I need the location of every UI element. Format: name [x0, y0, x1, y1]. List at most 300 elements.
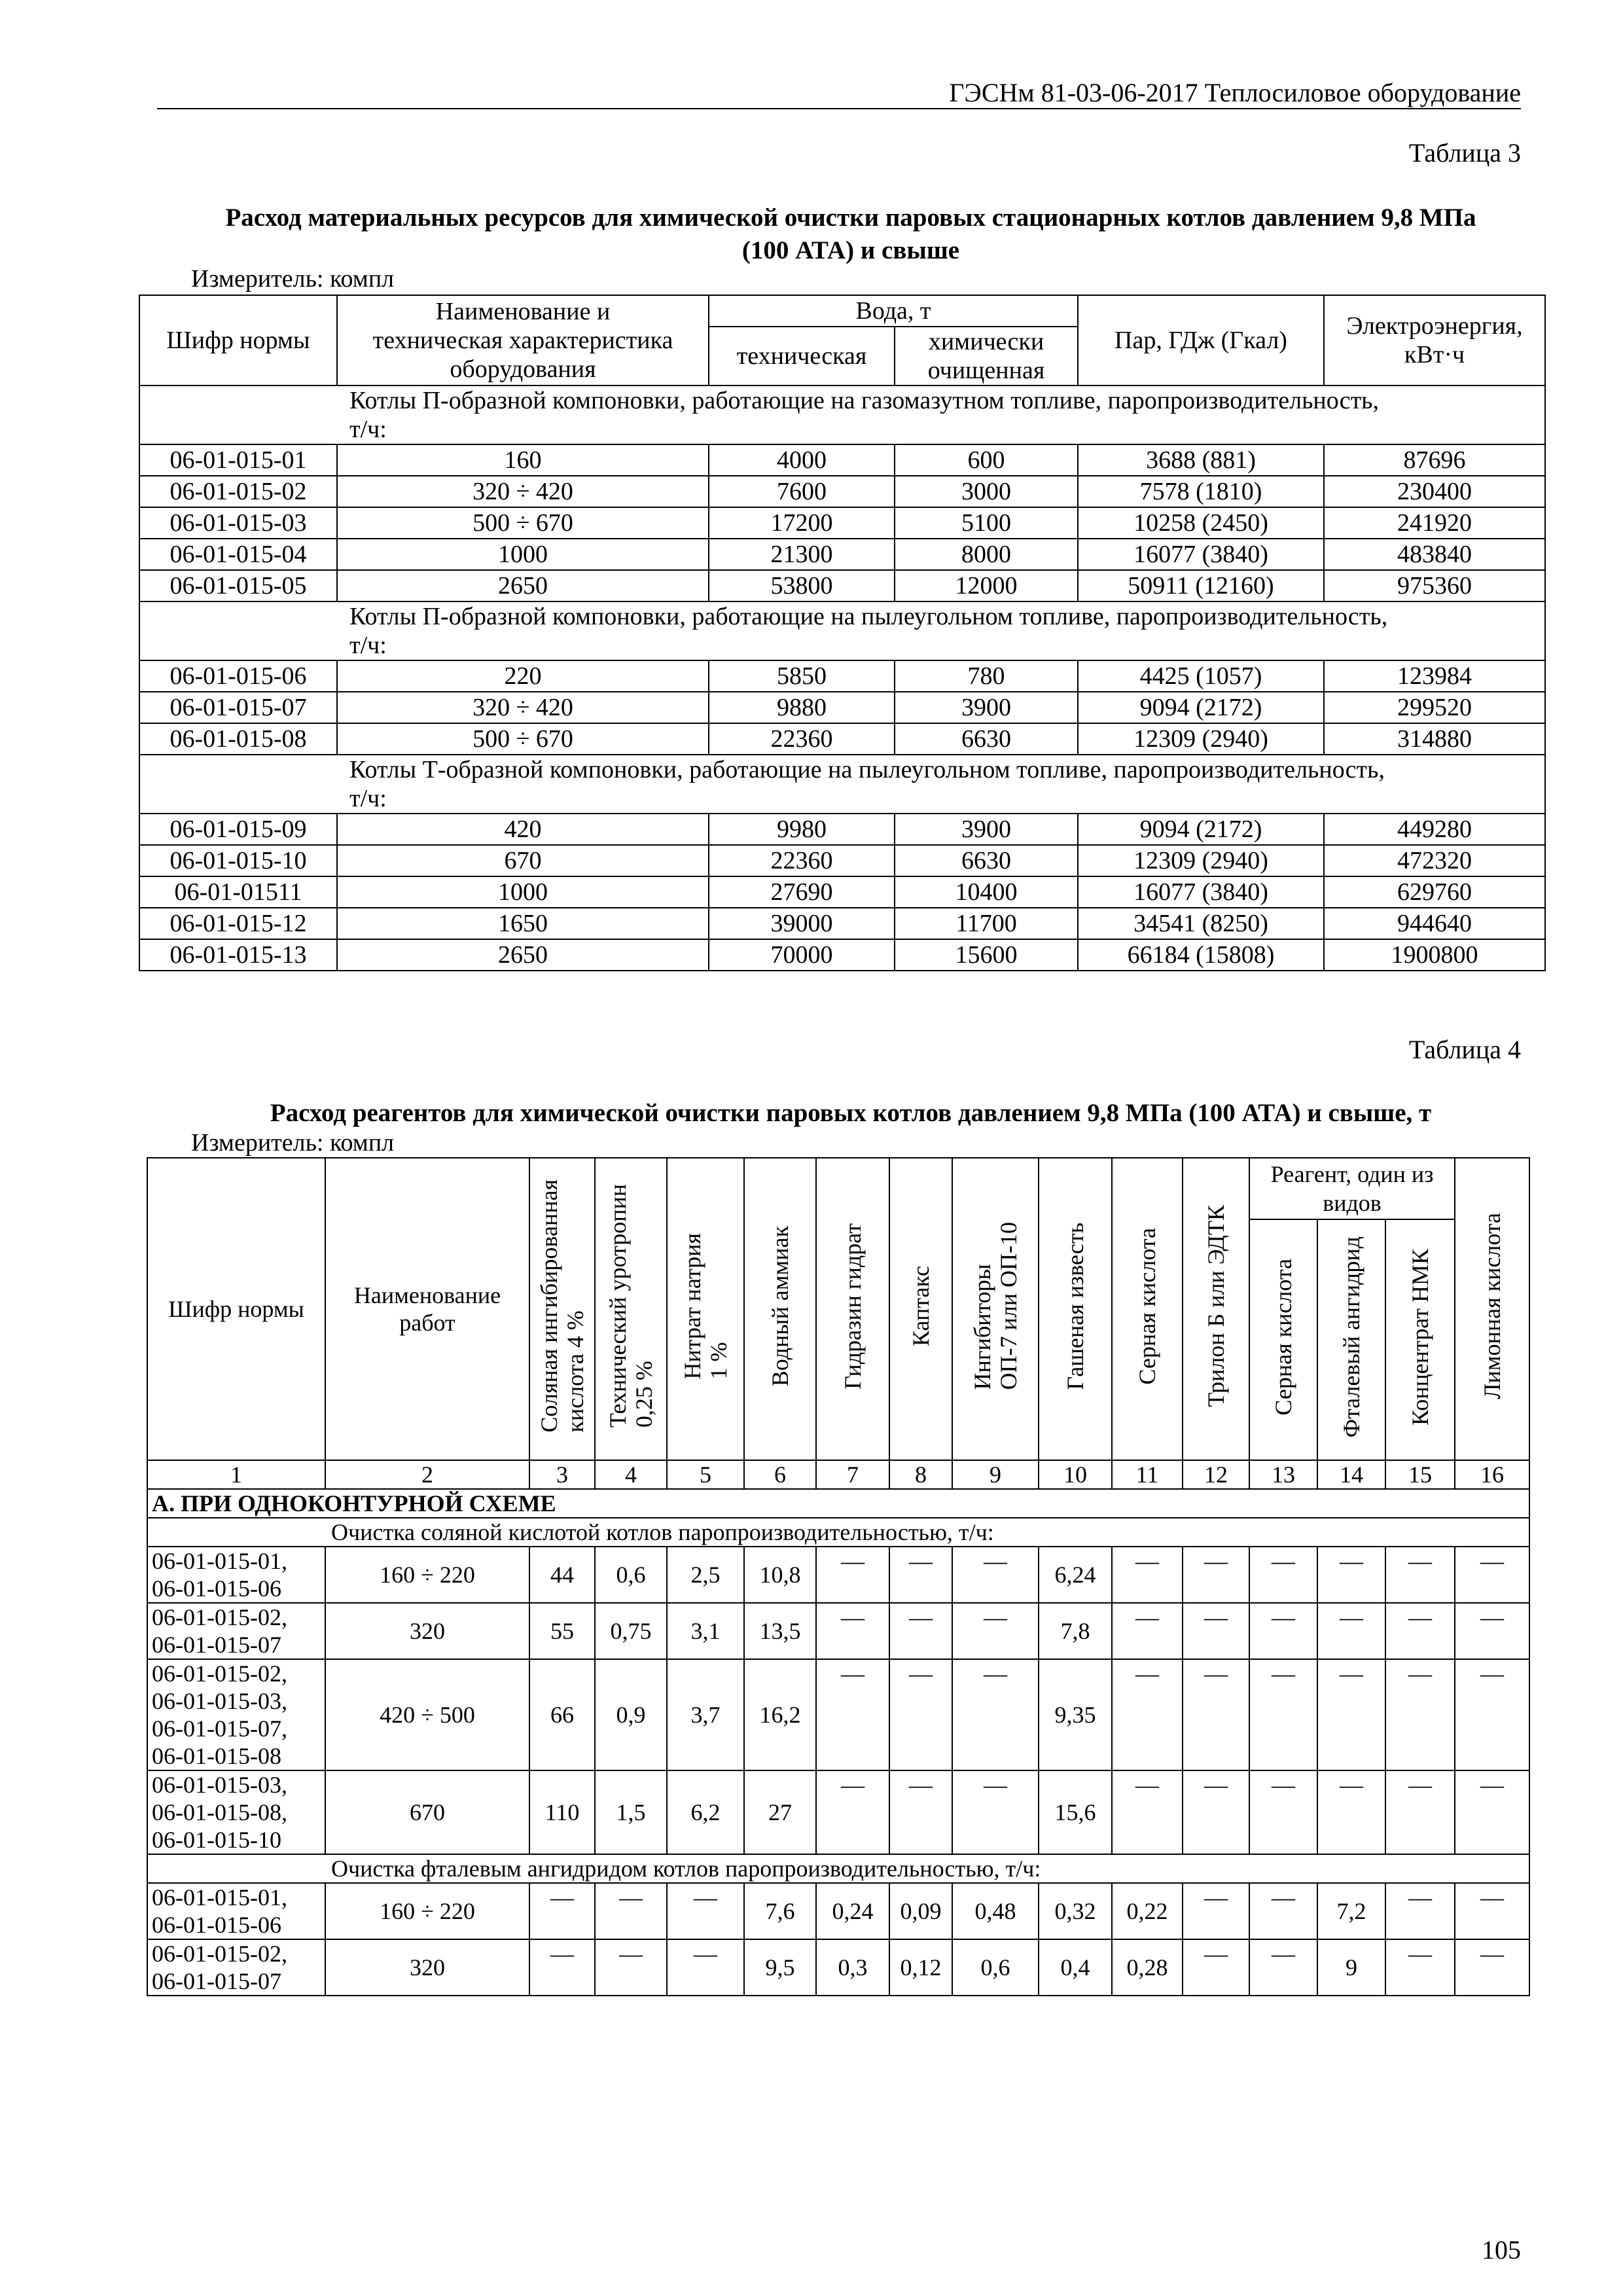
- t4-col-number: 15: [1385, 1460, 1455, 1489]
- t4-value-cell: 66: [529, 1659, 595, 1770]
- t4-header-c11-text: Серная кислота: [1134, 1227, 1160, 1385]
- t4-col-number: 2: [325, 1460, 529, 1489]
- t4-code-cell: [147, 1547, 325, 1603]
- t3-cell: 15600: [895, 939, 1078, 971]
- t4-value-cell: 1,5: [595, 1770, 667, 1854]
- t3-header-water-chem: [895, 327, 1078, 386]
- t4-header-c12-text: Трилон Б или ЭДТК: [1203, 1205, 1229, 1407]
- t3-cell: 12000: [895, 570, 1078, 601]
- t4-header-c4-text: Технический уротропин 0,25 %: [605, 1184, 657, 1428]
- table4-body: [147, 1460, 1529, 1996]
- t4-header-c10: [1039, 1158, 1112, 1460]
- t4-value-cell: 6,2: [667, 1770, 744, 1854]
- t4-value-cell: 160 ÷ 220: [325, 1883, 529, 1939]
- t3-cell: 06-01-015-07: [139, 692, 337, 723]
- t3-cell: 483840: [1324, 539, 1545, 570]
- table-row: [147, 1770, 1529, 1854]
- t3-header-power: [1324, 295, 1545, 386]
- t4-header-c13: [1249, 1219, 1317, 1460]
- t3-cell: 4425 (1057): [1078, 660, 1324, 692]
- t4-value-cell: 15,6: [1039, 1770, 1112, 1854]
- t3-cell: 16077 (3840): [1078, 876, 1324, 908]
- t3-cell: 220: [337, 660, 709, 692]
- table-row: [139, 507, 1545, 539]
- table3: [139, 295, 1546, 971]
- t3-group-row: [139, 601, 1545, 660]
- t3-cell: 7578 (1810): [1078, 476, 1324, 507]
- t4-code-line: 06-01-015-08,: [152, 1799, 287, 1825]
- t4-dash-cell: —: [595, 1883, 667, 1939]
- t3-header-water: Вода, т: [709, 295, 1078, 327]
- t4-value-cell: 0,28: [1112, 1939, 1183, 1996]
- table-row: [139, 660, 1545, 692]
- t4-header-c5: [667, 1158, 744, 1460]
- t4-value-cell: 0,32: [1039, 1883, 1112, 1939]
- t4-dash-cell: —: [1385, 1547, 1455, 1603]
- t4-header-c16-text: Лимонная кислота: [1479, 1213, 1506, 1399]
- t4-code-cell: [147, 1770, 325, 1854]
- t4-dash-cell: —: [1385, 1883, 1455, 1939]
- t4-dash-cell: —: [952, 1547, 1039, 1603]
- t3-cell: 22360: [709, 845, 895, 876]
- t3-cell: 2650: [337, 570, 709, 601]
- t4-dash-cell: —: [1249, 1659, 1317, 1770]
- t4-code-cell: [147, 1603, 325, 1659]
- t4-code-line: 06-01-015-02,: [152, 1604, 287, 1630]
- t4-dash-cell: —: [1249, 1939, 1317, 1996]
- t3-header-name-l1: Наименование и: [435, 298, 611, 325]
- t4-header-c15: [1385, 1219, 1455, 1460]
- t4-dash-cell: —: [1249, 1883, 1317, 1939]
- t3-cell: 1650: [337, 908, 709, 939]
- t4-value-cell: 13,5: [744, 1603, 816, 1659]
- t4-value-cell: 0,12: [889, 1939, 952, 1996]
- t4-code-line: 06-01-015-01,: [152, 1884, 287, 1910]
- t3-cell: 123984: [1324, 660, 1545, 692]
- t3-cell: 3000: [895, 476, 1078, 507]
- t4-header-c11: [1112, 1158, 1183, 1460]
- t4-col-number: 12: [1183, 1460, 1249, 1489]
- table3-title-line1: Расход материальных ресурсов для химической очистки паровых стационарных котлов давлением 9,8 МПа: [225, 204, 1476, 232]
- t3-group-row: [139, 386, 1545, 444]
- t3-cell: 3688 (881): [1078, 444, 1324, 476]
- t4-header-c3-text: Соляная ингибированная кислота 4 %: [536, 1179, 588, 1433]
- t3-cell: 39000: [709, 908, 895, 939]
- t4-dash-cell: —: [889, 1547, 952, 1603]
- t4-dash-cell: —: [1112, 1770, 1183, 1854]
- t3-group-label: [139, 601, 1545, 660]
- t3-header-water-chem-l2: очищенная: [927, 357, 1045, 384]
- t4-value-cell: 7,8: [1039, 1603, 1112, 1659]
- t4-header-name-l1: Наименование: [353, 1282, 501, 1308]
- t4-value-cell: 55: [529, 1603, 595, 1659]
- t4-dash-cell: —: [1183, 1659, 1249, 1770]
- t4-header-c8: [889, 1158, 952, 1460]
- t4-value-cell: 110: [529, 1770, 595, 1854]
- t4-code-cell: [147, 1659, 325, 1770]
- t3-cell: 975360: [1324, 570, 1545, 601]
- t4-dash-cell: —: [1385, 1770, 1455, 1854]
- t4-dash-cell: —: [1183, 1603, 1249, 1659]
- t4-value-cell: 0,09: [889, 1883, 952, 1939]
- t4-dash-cell: —: [595, 1939, 667, 1996]
- t4-code-line: 06-01-015-03,: [152, 1772, 287, 1798]
- t4-header-name-l2: работ: [399, 1310, 455, 1336]
- t4-value-cell: 7,6: [744, 1883, 816, 1939]
- t4-dash-cell: —: [529, 1939, 595, 1996]
- t4-value-cell: 6,24: [1039, 1547, 1112, 1603]
- table-row: [139, 570, 1545, 601]
- t4-value-cell: 3,1: [667, 1603, 744, 1659]
- t3-cell: 10258 (2450): [1078, 507, 1324, 539]
- t3-cell: 9880: [709, 692, 895, 723]
- t4-dash-cell: —: [1112, 1603, 1183, 1659]
- t3-cell: 5850: [709, 660, 895, 692]
- t3-cell: 9094 (2172): [1078, 814, 1324, 845]
- t4-header-c14: [1317, 1219, 1385, 1460]
- t4-subgroup-label: Очистка соляной кислотой котлов паропроизводительностью, т/ч:: [147, 1518, 1529, 1547]
- t4-dash-cell: —: [889, 1659, 952, 1770]
- t4-dash-cell: —: [889, 1603, 952, 1659]
- t4-col-number: 13: [1249, 1460, 1317, 1489]
- t3-group-label-l2: т/ч:: [349, 632, 387, 659]
- t4-dash-cell: —: [889, 1770, 952, 1854]
- t3-cell: 9094 (2172): [1078, 692, 1324, 723]
- t4-header-c7: [816, 1158, 889, 1460]
- t3-group-label-l2: т/ч:: [349, 416, 387, 443]
- running-title: ГЭСНм 81-03-06-2017 Теплосиловое оборудование: [949, 78, 1521, 107]
- t3-cell: 06-01-015-13: [139, 939, 337, 971]
- t4-dash-cell: —: [1317, 1770, 1385, 1854]
- t3-cell: 17200: [709, 507, 895, 539]
- t4-col-number: 7: [816, 1460, 889, 1489]
- t4-code-line: 06-01-015-02,: [152, 1660, 287, 1687]
- table-row: [139, 845, 1545, 876]
- t4-code-line: 06-01-015-10: [152, 1827, 281, 1853]
- t4-section-row: [147, 1489, 1529, 1518]
- table-row: [139, 876, 1545, 908]
- t3-cell: 06-01-015-06: [139, 660, 337, 692]
- t4-col-number: 14: [1317, 1460, 1385, 1489]
- t3-cell: 299520: [1324, 692, 1545, 723]
- t4-dash-cell: —: [952, 1603, 1039, 1659]
- table-row: [147, 1939, 1529, 1996]
- header-rule: [157, 108, 1521, 109]
- t3-cell: 230400: [1324, 476, 1545, 507]
- t3-cell: 1000: [337, 876, 709, 908]
- t3-cell: 10400: [895, 876, 1078, 908]
- t3-cell: 4000: [709, 444, 895, 476]
- t3-cell: 160: [337, 444, 709, 476]
- t3-cell: 2650: [337, 939, 709, 971]
- t3-cell: 5100: [895, 507, 1078, 539]
- t4-header-name: [325, 1158, 529, 1460]
- t4-dash-cell: —: [952, 1770, 1039, 1854]
- t3-cell: 06-01-015-12: [139, 908, 337, 939]
- t3-cell: 500 ÷ 670: [337, 507, 709, 539]
- t3-cell: 9980: [709, 814, 895, 845]
- t3-header-name: [337, 295, 709, 386]
- t3-header-name-l2: техническая характеристика: [372, 327, 673, 354]
- t3-cell: 472320: [1324, 845, 1545, 876]
- t3-cell: 3900: [895, 814, 1078, 845]
- t4-header-c15-text: Концентрат НМК: [1407, 1248, 1434, 1426]
- table4-title: Расход реагентов для химической очистки паровых котлов давлением 9,8 МПа (100 АТА) и свыше, т: [270, 1099, 1432, 1127]
- t3-cell: 12309 (2940): [1078, 723, 1324, 755]
- t4-header-c9-text: Ингибиторы ОП-7 или ОП-10: [969, 1222, 1022, 1390]
- t3-cell: 50911 (12160): [1078, 570, 1324, 601]
- t4-code-line: 06-01-015-07: [152, 1632, 281, 1658]
- t4-header-c3: [529, 1158, 595, 1460]
- t4-dash-cell: —: [1183, 1939, 1249, 1996]
- t4-value-cell: 27: [744, 1770, 816, 1854]
- t3-cell: 6630: [895, 723, 1078, 755]
- t4-header-c8-text: Каптакс: [908, 1265, 934, 1347]
- t4-value-cell: 320: [325, 1603, 529, 1659]
- t4-dash-cell: —: [1183, 1547, 1249, 1603]
- t4-dash-cell: —: [1249, 1603, 1317, 1659]
- table3-body: [139, 386, 1545, 971]
- t4-header-c9: [952, 1158, 1039, 1460]
- t4-dash-cell: —: [529, 1883, 595, 1939]
- t4-col-number: 10: [1039, 1460, 1112, 1489]
- t4-col-number: 4: [595, 1460, 667, 1489]
- table4-caption: Таблица 4: [1408, 1035, 1521, 1064]
- table-row: [139, 539, 1545, 570]
- t4-header-c13-text: Серная кислота: [1270, 1258, 1296, 1416]
- t4-value-cell: 0,9: [595, 1659, 667, 1770]
- t3-cell: 22360: [709, 723, 895, 755]
- table4: [147, 1157, 1530, 1996]
- t3-group-label-l1: Котлы П-образной компоновки, работающие на газомазутном топливе, паропроизводительность,: [349, 387, 1380, 414]
- t3-cell: 780: [895, 660, 1078, 692]
- t4-value-cell: 44: [529, 1547, 595, 1603]
- t4-dash-cell: —: [1183, 1883, 1249, 1939]
- table-row: [139, 692, 1545, 723]
- table3-caption: Таблица 3: [1408, 138, 1521, 168]
- table-row: [139, 723, 1545, 755]
- t3-cell: 06-01-015-05: [139, 570, 337, 601]
- t4-dash-cell: —: [1112, 1547, 1183, 1603]
- t3-cell: 6630: [895, 845, 1078, 876]
- t4-header-reagent-group-l1: Реагент, один из: [1270, 1161, 1434, 1187]
- t4-section-label: А. ПРИ ОДНОКОНТУРНОЙ СХЕМЕ: [147, 1489, 1529, 1518]
- t3-cell: 7600: [709, 476, 895, 507]
- t4-code-line: 06-01-015-06: [152, 1912, 281, 1938]
- t3-group-row: [139, 755, 1545, 814]
- t4-value-cell: 7,2: [1317, 1883, 1385, 1939]
- t3-cell: 500 ÷ 670: [337, 723, 709, 755]
- t3-cell: 314880: [1324, 723, 1545, 755]
- t3-cell: 06-01-015-03: [139, 507, 337, 539]
- t4-value-cell: 420 ÷ 500: [325, 1659, 529, 1770]
- t4-code-line: 06-01-015-01,: [152, 1548, 287, 1574]
- t4-dash-cell: —: [1455, 1883, 1529, 1939]
- table3-measure: Измеритель: компл: [191, 265, 395, 293]
- t4-value-cell: 160 ÷ 220: [325, 1547, 529, 1603]
- table-row: [139, 814, 1545, 845]
- table-row: [147, 1547, 1529, 1603]
- t4-col-number: 11: [1112, 1460, 1183, 1489]
- t4-code-cell: [147, 1883, 325, 1939]
- t4-header-c5-text: Нитрат натрия 1 %: [679, 1232, 732, 1380]
- t3-cell: 06-01-01511: [139, 876, 337, 908]
- t3-cell: 12309 (2940): [1078, 845, 1324, 876]
- t3-cell: 320 ÷ 420: [337, 692, 709, 723]
- t4-dash-cell: —: [1385, 1659, 1455, 1770]
- t4-value-cell: 10,8: [744, 1547, 816, 1603]
- page-number: 105: [1482, 2235, 1521, 2265]
- t4-col-number: 1: [147, 1460, 325, 1489]
- t4-dash-cell: —: [1455, 1547, 1529, 1603]
- t4-header-reagent-group: [1249, 1158, 1455, 1219]
- t4-value-cell: 0,24: [816, 1883, 889, 1939]
- table-row: [139, 908, 1545, 939]
- t4-dash-cell: —: [1455, 1603, 1529, 1659]
- t3-cell: 320 ÷ 420: [337, 476, 709, 507]
- t4-value-cell: 670: [325, 1770, 529, 1854]
- t4-dash-cell: —: [1249, 1547, 1317, 1603]
- t3-cell: 629760: [1324, 876, 1545, 908]
- t3-header-power-l1: Электроэнергия,: [1346, 312, 1523, 340]
- t4-header-c12: [1183, 1158, 1249, 1460]
- t3-cell: 8000: [895, 539, 1078, 570]
- t3-cell: 420: [337, 814, 709, 845]
- t4-value-cell: 0,22: [1112, 1883, 1183, 1939]
- t4-header-code: Шифр нормы: [147, 1158, 325, 1460]
- t4-code-cell: [147, 1939, 325, 1996]
- t4-code-line: 06-01-015-07,: [152, 1715, 287, 1742]
- t3-cell: 1900800: [1324, 939, 1545, 971]
- t3-cell: 27690: [709, 876, 895, 908]
- t4-col-number: 16: [1455, 1460, 1529, 1489]
- t4-value-cell: 9,5: [744, 1939, 816, 1996]
- t4-value-cell: 0,3: [816, 1939, 889, 1996]
- t3-cell: 06-01-015-01: [139, 444, 337, 476]
- t4-subgroup-row: [147, 1854, 1529, 1883]
- t3-cell: 06-01-015-02: [139, 476, 337, 507]
- t4-value-cell: 9,35: [1039, 1659, 1112, 1770]
- t4-code-line: 06-01-015-06: [152, 1575, 281, 1602]
- t4-col-number: 8: [889, 1460, 952, 1489]
- t4-dash-cell: —: [1317, 1547, 1385, 1603]
- t4-col-number: 6: [744, 1460, 816, 1489]
- t3-cell: 06-01-015-09: [139, 814, 337, 845]
- t4-header-c6-text: Водный аммиак: [767, 1225, 793, 1387]
- t4-value-cell: 9: [1317, 1939, 1385, 1996]
- t4-col-number: 3: [529, 1460, 595, 1489]
- t4-code-line: 06-01-015-08: [152, 1743, 281, 1769]
- t3-cell: 87696: [1324, 444, 1545, 476]
- t4-col-number: 9: [952, 1460, 1039, 1489]
- t4-col-numbers-row: [147, 1460, 1529, 1489]
- t4-dash-cell: —: [816, 1547, 889, 1603]
- table-row: [139, 939, 1545, 971]
- t4-value-cell: 0,48: [952, 1883, 1039, 1939]
- t3-cell: 53800: [709, 570, 895, 601]
- t4-value-cell: 0,75: [595, 1603, 667, 1659]
- t4-dash-cell: —: [816, 1659, 889, 1770]
- t4-dash-cell: —: [1112, 1659, 1183, 1770]
- t3-cell: 16077 (3840): [1078, 539, 1324, 570]
- t3-cell: 3900: [895, 692, 1078, 723]
- t4-header-reagent-group-l2: видов: [1323, 1190, 1382, 1216]
- t3-cell: 66184 (15808): [1078, 939, 1324, 971]
- t4-dash-cell: —: [1183, 1770, 1249, 1854]
- t4-value-cell: 3,7: [667, 1659, 744, 1770]
- t4-dash-cell: —: [667, 1883, 744, 1939]
- t3-cell: 70000: [709, 939, 895, 971]
- t3-group-label-l1: Котлы П-образной компоновки, работающие на пылеугольном топливе, паропроизводительность,: [349, 603, 1388, 630]
- t4-subgroup-row: [147, 1518, 1529, 1547]
- t3-header-water-chem-l1: химически: [928, 328, 1044, 355]
- t4-dash-cell: —: [816, 1770, 889, 1854]
- t4-value-cell: 0,6: [595, 1547, 667, 1603]
- t3-header-code: Шифр нормы: [139, 295, 337, 386]
- t4-code-line: 06-01-015-07: [152, 1968, 281, 1994]
- t4-value-cell: 320: [325, 1939, 529, 1996]
- t3-header-name-l3: оборудования: [450, 355, 596, 383]
- table3-title-line2: (100 АТА) и свыше: [741, 236, 960, 264]
- t3-header-steam: Пар, ГДж (Гкал): [1078, 295, 1324, 386]
- t4-dash-cell: —: [1455, 1659, 1529, 1770]
- t4-dash-cell: —: [1385, 1603, 1455, 1659]
- t4-dash-cell: —: [1317, 1659, 1385, 1770]
- t4-header-c16: [1455, 1158, 1529, 1460]
- t3-group-label: [139, 755, 1545, 814]
- t3-group-label-l2: т/ч:: [349, 785, 387, 812]
- t4-dash-cell: —: [1317, 1603, 1385, 1659]
- t3-cell: 34541 (8250): [1078, 908, 1324, 939]
- t3-group-label-l1: Котлы Т-образной компоновки, работающие на пылеугольном топливе, паропроизводительность,: [349, 756, 1385, 783]
- t4-header-c10-text: Гашеная известь: [1062, 1222, 1088, 1390]
- t3-cell: 600: [895, 444, 1078, 476]
- t4-dash-cell: —: [816, 1603, 889, 1659]
- table-row: [139, 444, 1545, 476]
- t4-header-c4: [595, 1158, 667, 1460]
- t4-subgroup-label: Очистка фталевым ангидридом котлов паропроизводительностью, т/ч:: [147, 1854, 1529, 1883]
- t4-dash-cell: —: [1455, 1770, 1529, 1854]
- t4-value-cell: 0,6: [952, 1939, 1039, 1996]
- table-row: [147, 1659, 1529, 1770]
- t3-cell: 1000: [337, 539, 709, 570]
- t4-code-line: 06-01-015-02,: [152, 1941, 287, 1967]
- t3-cell: 449280: [1324, 814, 1545, 845]
- t4-col-number: 5: [667, 1460, 744, 1489]
- t3-cell: 241920: [1324, 507, 1545, 539]
- t4-header-c6: [744, 1158, 816, 1460]
- t4-value-cell: 16,2: [744, 1659, 816, 1770]
- t4-dash-cell: —: [1455, 1939, 1529, 1996]
- table-row: [139, 476, 1545, 507]
- t3-header-water-tech: техническая: [709, 327, 895, 386]
- t4-dash-cell: —: [1249, 1770, 1317, 1854]
- t3-header-power-l2: кВт·ч: [1404, 341, 1465, 368]
- table-row: [147, 1883, 1529, 1939]
- t3-cell: 11700: [895, 908, 1078, 939]
- t3-cell: 06-01-015-08: [139, 723, 337, 755]
- t4-header-c14-text: Фталевый ангидрид: [1338, 1236, 1364, 1438]
- t4-code-line: 06-01-015-03,: [152, 1688, 287, 1714]
- t4-dash-cell: —: [667, 1939, 744, 1996]
- t3-cell: 21300: [709, 539, 895, 570]
- t3-cell: 670: [337, 845, 709, 876]
- t3-cell: 06-01-015-10: [139, 845, 337, 876]
- t4-dash-cell: —: [1385, 1939, 1455, 1996]
- t4-value-cell: 0,4: [1039, 1939, 1112, 1996]
- t4-value-cell: 2,5: [667, 1547, 744, 1603]
- t3-group-label: [139, 386, 1545, 444]
